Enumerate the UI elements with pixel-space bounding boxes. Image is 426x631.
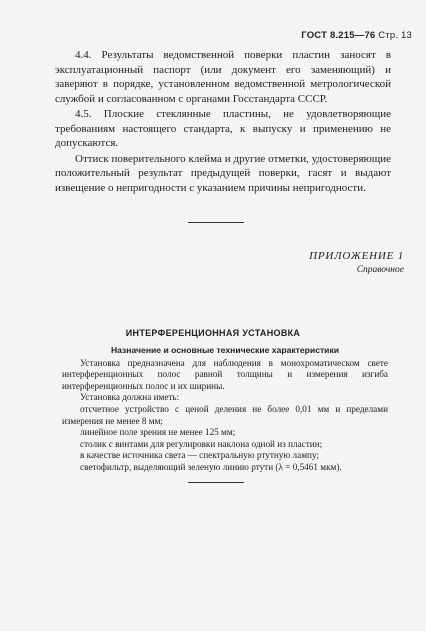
appendix-title: ПРИЛОЖЕНИЕ 1	[309, 250, 404, 262]
requirement-item: отсчетное устройство с ценой деления не более 0,01 мм и пределами измерения не менее 8 мм;	[62, 403, 388, 426]
requirement-item: в качестве источника света — спектральную ртутную лампу;	[80, 450, 319, 461]
standard-number: ГОСТ 8.215—76	[301, 30, 376, 41]
divider-bottom	[188, 482, 244, 483]
page-number: Стр. 13	[378, 30, 412, 41]
requirement-item: линейное поле зрения не менее 125 мм;	[80, 427, 236, 438]
section-subtitle: Назначение и основные технические характеристики	[110, 345, 340, 355]
purpose-paragraph: Установка предназначена для наблюдения в монохроматическом свете интерференционных полос равной толщины и измерения изгиба интерференционных полос и их ширины.	[62, 357, 388, 391]
section-title: ИНТЕРФЕРЕНЦИОННАЯ УСТАНОВКА	[125, 328, 301, 338]
appendix-heading	[309, 250, 404, 275]
requirement-item: светофильтр, выделяющий зеленую линию ртути (λ = 0,5461 мкм).	[80, 461, 342, 472]
requirements-intro: Установка должна иметь:	[80, 392, 180, 403]
main-text	[55, 48, 391, 196]
divider-top	[188, 222, 244, 223]
appendix-subtitle: Справочное	[356, 265, 404, 275]
paragraph-stamp: Оттиск поверительного клейма и другие отметки, удостоверяющие положительный результат предыдущей поверки, гасят и выдают извещение о непригодности с указанием причины непригодности.	[55, 152, 391, 194]
paragraph-4-4: 4.4. Результаты ведомственной поверки пластин заносят в эксплуатационный паспорт (или документ его заменяющий) и заверяют в порядке, установленном ведомственной метрологической службой и согласованном с органами Госстандарта СССР.	[55, 49, 391, 105]
paragraph-4-5: 4.5. Плоские стеклянные пластины, не удовлетворяющие требованиям настоящего стандарта, к выпуску и применению не допускаются.	[55, 108, 391, 149]
page-header	[301, 30, 412, 41]
section-body	[62, 345, 388, 474]
requirement-item: столик с винтами для регулировки наклона одной из пластин;	[80, 438, 323, 449]
